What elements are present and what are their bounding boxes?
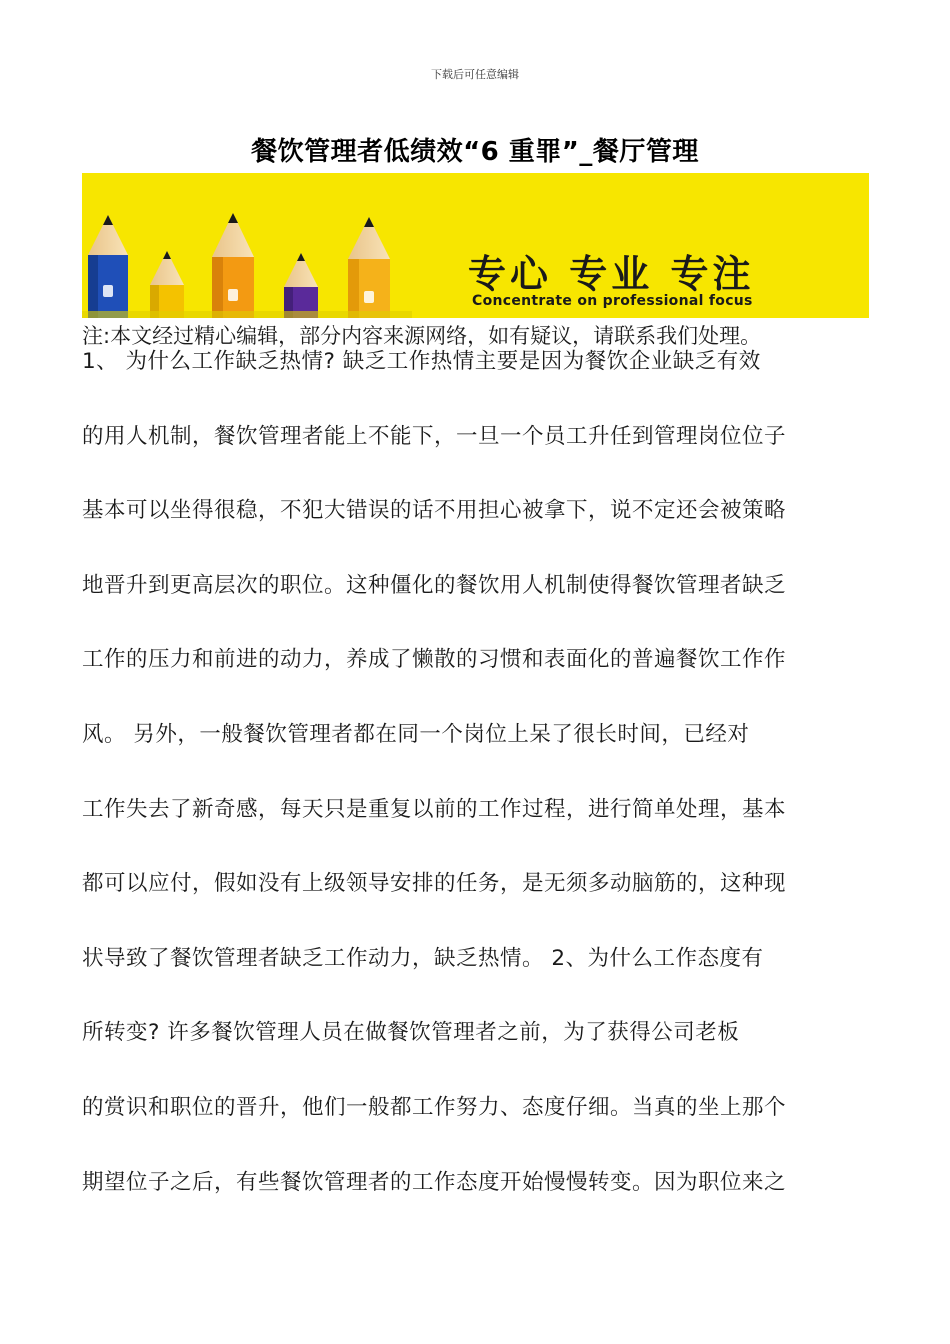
- pencil-orange-icon: [212, 213, 254, 318]
- body-line: 状导致了餐饮管理者缺乏工作动力，缺乏热情。 2、为什么工作态度有: [82, 945, 764, 971]
- pencil-purple-icon: [284, 253, 318, 318]
- editor-notice: 注:本文经过精心编辑，部分内容来源网络，如有疑议，请联系我们处理。: [82, 324, 762, 348]
- pencil-amber-icon: [348, 217, 390, 318]
- body-line: 所转变? 许多餐饮管理人员在做餐饮管理者之前，为了获得公司老板: [82, 1020, 740, 1046]
- body-line: 地晋升到更高层次的职位。这种僵化的餐饮用人机制使得餐饮管理者缺乏: [82, 572, 787, 598]
- pencil-yellow-icon: [150, 251, 184, 318]
- body-line: 的用人机制，餐饮管理者能上不能下，一旦一个员工升任到管理岗位位子: [82, 423, 787, 449]
- banner-slogan: 专心 专业 专注: [468, 252, 755, 296]
- pencil-blue-icon: [88, 215, 128, 318]
- body-line: 工作失去了新奇感，每天只是重复以前的工作过程，进行简单处理，基本: [82, 796, 787, 822]
- document-title: 餐饮管理者低绩效“6 重罪”_餐厅管理: [251, 137, 699, 167]
- body-line: 风。 另外，一般餐饮管理者都在同一个岗位上呆了很长时间，已经对: [82, 721, 750, 747]
- body-line: 的赏识和职位的晋升，他们一般都工作努力、态度仔细。当真的坐上那个: [82, 1094, 787, 1120]
- body-line: 期望位子之后，有些餐饮管理者的工作态度开始慢慢转变。因为职位来之: [82, 1169, 787, 1195]
- banner-subtitle: Concentrate on professional focus: [472, 293, 753, 309]
- body-line: 都可以应付，假如没有上级领导安排的任务，是无须多动脑筋的，这种现: [82, 871, 787, 897]
- body-line: 工作的压力和前进的动力，养成了懒散的习惯和表面化的普遍餐饮工作作: [82, 647, 787, 673]
- page-header-note: 下载后可任意编辑: [431, 68, 519, 81]
- body-line: 基本可以坐得很稳，不犯大错误的话不用担心被拿下，说不定还会被策略: [82, 498, 787, 524]
- body-line: 1、 为什么工作缺乏热情? 缺乏工作热情主要是因为餐饮企业缺乏有效: [82, 349, 761, 374]
- banner-image: [82, 173, 869, 318]
- article-body: [82, 348, 869, 1243]
